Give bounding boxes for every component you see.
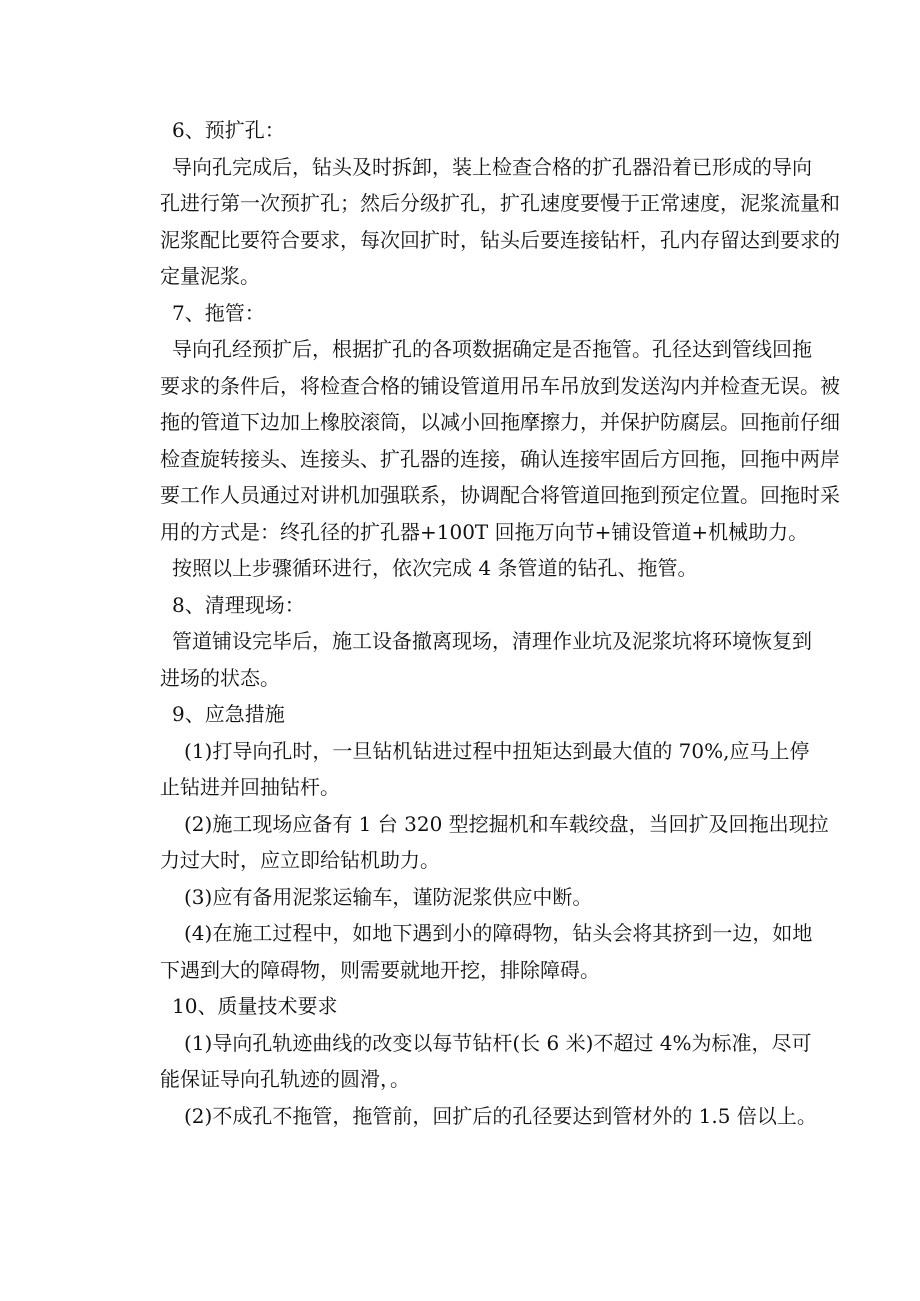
paragraph-line: 孔进行第一次预扩孔；然后分级扩孔，扩孔速度要慢于正常速度，泥浆流量和 [160,191,840,215]
paragraph-line: 要工作人员通过对讲机加强联系，协调配合将管道回拖到预定位置。回拖时采 [160,483,840,507]
paragraph [160,331,840,550]
paragraph-line: 按照以上步骤循环进行，依次完成 4 条管道的钻孔、拖管。 [172,556,698,580]
document-body [160,112,840,1134]
section-heading-6: 6、预扩孔： [172,118,285,142]
paragraph-line: 拖的管道下边加上橡胶滚筒，以减小回拖摩擦力，并保护防腐层。回拖前仔细 [160,410,840,434]
list-item [172,879,832,916]
paragraph-line: 定量泥浆。 [160,264,260,288]
paragraph-line: 进场的状态。 [160,665,280,690]
paragraph-line: 要求的条件后，将检查合格的铺设管道用吊车吊放到发送沟内并检查无误。被 [160,373,840,398]
list-item-line: (1)导向孔轨迹曲线的改变以每节钻杆(长 6 米)不超过 4%为标准，尽可 [184,1030,812,1055]
paragraph [172,550,832,587]
paragraph-line: 管道铺设完毕后，施工设备撤离现场，清理作业坑及泥浆坑将环境恢复到 [172,629,812,653]
section-heading-7: 7、拖管： [172,300,265,325]
paragraph-line: 导向孔经预扩后，根据扩孔的各项数据确定是否拖管。孔径达到管线回拖 [172,337,812,361]
paragraph-line: 泥浆配比要符合要求，每次回扩时，钻头后要连接钻杆，孔内存留达到要求的 [160,227,840,252]
list-item-line: (1)打导向孔时，一旦钻机钻进过程中扭矩达到最大值的 70%,应马上停 [184,738,810,763]
list-item-line: (3)应有备用泥浆运输车，谨防泥浆供应中断。 [184,884,593,909]
list-item [172,1098,832,1135]
list-item-line: (2)不成孔不拖管，拖管前，回扩后的孔径要达到管材外的 1.5 倍以上。 [184,1103,817,1128]
section-heading-10: 10、质量技术要求 [172,994,338,1018]
list-item-line: 下遇到大的障碍物，则需要就地开挖，排除障碍。 [160,957,600,982]
list-item [160,806,832,879]
section-heading-9: 9、应急措施 [172,702,285,726]
paragraph [160,149,840,295]
paragraph [160,623,832,696]
list-item-line: 止钻进并回抽钻杆。 [160,775,340,799]
section-heading-8: 8、清理现场： [172,592,305,617]
paragraph-line: 用的方式是：终孔径的扩孔器+100T 回拖万向节+铺设管道+机械助力。 [160,519,809,544]
list-item-line: 力过大时，应立即给钻机助力。 [160,848,440,872]
paragraph-line: 检查旋转接头、连接头、扩孔器的连接，确认连接牢固后方回拖，回拖中两岸 [160,446,840,471]
list-item [160,915,832,988]
list-item-line: (2)施工现场应备有 1 台 320 型挖掘机和车载绞盘，当回扩及回拖出现拉 [184,811,829,836]
list-item [160,733,832,806]
list-item-line: 能保证导向孔轨迹的圆滑，。 [160,1067,410,1091]
paragraph-line: 导向孔完成后，钻头及时拆卸，装上检查合格的扩孔器沿着已形成的导向 [172,154,812,179]
list-item-line: (4)在施工过程中，如地下遇到小的障碍物，钻头会将其挤到一边，如地 [184,921,813,945]
list-item [160,1025,832,1098]
